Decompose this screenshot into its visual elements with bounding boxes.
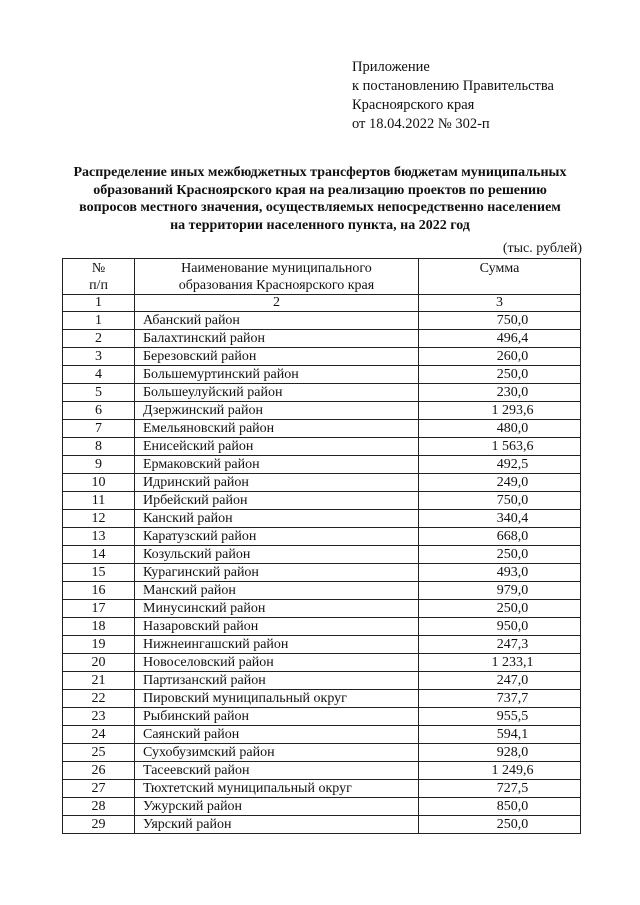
- table-row: [63, 780, 581, 798]
- table-row: [63, 438, 581, 456]
- table-row: [63, 456, 581, 474]
- municipality-name: Енисейский район: [135, 438, 419, 456]
- row-number: 27: [63, 780, 135, 798]
- municipality-name: Балахтинский район: [135, 330, 419, 348]
- row-number: 14: [63, 546, 135, 564]
- table-row: [63, 654, 581, 672]
- municipality-name: Каратузский район: [135, 528, 419, 546]
- row-number: 22: [63, 690, 135, 708]
- row-number: 15: [63, 564, 135, 582]
- amount: 750,0: [419, 312, 581, 330]
- municipality-name: Большеулуйский район: [135, 384, 419, 402]
- row-number: 23: [63, 708, 135, 726]
- table-row: [63, 330, 581, 348]
- table-row: [63, 384, 581, 402]
- amount: 850,0: [419, 798, 581, 816]
- row-number: 18: [63, 618, 135, 636]
- units-label: (тыс. рублей): [502, 241, 582, 256]
- appendix-line: от 18.04.2022 № 302-п: [352, 116, 490, 132]
- amount: 230,0: [419, 384, 581, 402]
- column-index: 1: [63, 295, 135, 312]
- row-number: 26: [63, 762, 135, 780]
- amount: 249,0: [419, 474, 581, 492]
- row-number: 13: [63, 528, 135, 546]
- municipality-name: Назаровский район: [135, 618, 419, 636]
- document-title: [40, 164, 600, 234]
- table-row: [63, 510, 581, 528]
- row-number: 25: [63, 744, 135, 762]
- row-number: 5: [63, 384, 135, 402]
- row-number: 3: [63, 348, 135, 366]
- municipality-name: Саянский район: [135, 726, 419, 744]
- amount: 250,0: [419, 600, 581, 618]
- amount: 727,5: [419, 780, 581, 798]
- municipality-name: Рыбинский район: [135, 708, 419, 726]
- row-number: 24: [63, 726, 135, 744]
- amount: 928,0: [419, 744, 581, 762]
- municipality-name: Абанский район: [135, 312, 419, 330]
- table-header-row: [63, 259, 581, 295]
- table-row: [63, 348, 581, 366]
- amount: 480,0: [419, 420, 581, 438]
- row-number: 4: [63, 366, 135, 384]
- row-number: 20: [63, 654, 135, 672]
- column-index: 2: [135, 295, 419, 312]
- amount: 955,5: [419, 708, 581, 726]
- amount: 492,5: [419, 456, 581, 474]
- municipality-name: Тасеевский район: [135, 762, 419, 780]
- table-row: [63, 816, 581, 834]
- municipality-name: Ужурский район: [135, 798, 419, 816]
- table-row: [63, 492, 581, 510]
- amount: 250,0: [419, 816, 581, 834]
- amount: 737,7: [419, 690, 581, 708]
- row-number: 8: [63, 438, 135, 456]
- row-number: 12: [63, 510, 135, 528]
- table-row: [63, 312, 581, 330]
- header-sum: Сумма: [419, 259, 581, 295]
- amount: 340,4: [419, 510, 581, 528]
- amount: 247,0: [419, 672, 581, 690]
- title-line: Распределение иных межбюджетных трансфертов бюджетам муниципальных: [73, 165, 567, 180]
- table-row: [63, 546, 581, 564]
- municipality-name: Канский район: [135, 510, 419, 528]
- municipality-name: Большемуртинский район: [135, 366, 419, 384]
- row-number: 28: [63, 798, 135, 816]
- row-number: 7: [63, 420, 135, 438]
- title-line: на территории населенного пункта, на 2022 год: [170, 217, 470, 233]
- municipality-name: Минусинский район: [135, 600, 419, 618]
- column-index: 3: [419, 295, 581, 312]
- row-number: 16: [63, 582, 135, 600]
- amount: 1 233,1: [419, 654, 581, 672]
- table-row: [63, 564, 581, 582]
- amount: 668,0: [419, 528, 581, 546]
- header-name-line2: образования Красноярского края: [178, 278, 375, 293]
- table-row: [63, 726, 581, 744]
- amount: 1 293,6: [419, 402, 581, 420]
- amount: 247,3: [419, 636, 581, 654]
- header-number-line2: п/п: [89, 278, 108, 293]
- header-number: [63, 259, 135, 295]
- municipality-name: Новоселовский район: [135, 654, 419, 672]
- municipality-name: Уярский район: [135, 816, 419, 834]
- amount: 594,1: [419, 726, 581, 744]
- row-number: 6: [63, 402, 135, 420]
- table-row: [63, 600, 581, 618]
- row-number: 9: [63, 456, 135, 474]
- row-number: 19: [63, 636, 135, 654]
- row-number: 2: [63, 330, 135, 348]
- municipality-name: Партизанский район: [135, 672, 419, 690]
- municipality-name: Березовский район: [135, 348, 419, 366]
- table-row: [63, 690, 581, 708]
- amount: 250,0: [419, 546, 581, 564]
- appendix-block: [352, 58, 554, 134]
- header-name: [135, 259, 419, 295]
- amount: 493,0: [419, 564, 581, 582]
- title-line: образований Красноярского края на реализацию проектов по решению: [93, 182, 547, 198]
- municipality-name: Тюхтетский муниципальный округ: [135, 780, 419, 798]
- table-row: [63, 402, 581, 420]
- municipality-name: Емельяновский район: [135, 420, 419, 438]
- table-row: [63, 474, 581, 492]
- table-row: [63, 528, 581, 546]
- municipality-name: Идринский район: [135, 474, 419, 492]
- table-row: [63, 762, 581, 780]
- municipality-name: Ирбейский район: [135, 492, 419, 510]
- row-number: 10: [63, 474, 135, 492]
- appendix-line: Красноярского края: [352, 97, 475, 113]
- municipality-name: Нижнеингашский район: [135, 636, 419, 654]
- table-row: [63, 618, 581, 636]
- amount: 950,0: [419, 618, 581, 636]
- appendix-line: Приложение: [352, 59, 430, 75]
- municipality-name: Дзержинский район: [135, 402, 419, 420]
- amount: 250,0: [419, 366, 581, 384]
- amount: 1 563,6: [419, 438, 581, 456]
- header-number-line1: №: [91, 261, 106, 276]
- amount: 750,0: [419, 492, 581, 510]
- amount: 496,4: [419, 330, 581, 348]
- amount: 1 249,6: [419, 762, 581, 780]
- table-row: [63, 798, 581, 816]
- table-row: [63, 582, 581, 600]
- column-index-row: [63, 295, 581, 312]
- row-number: 21: [63, 672, 135, 690]
- appendix-line: к постановлению Правительства: [352, 78, 554, 94]
- table-row: [63, 708, 581, 726]
- table-row: [63, 636, 581, 654]
- amount: 979,0: [419, 582, 581, 600]
- municipality-name: Сухобузимский район: [135, 744, 419, 762]
- municipality-name: Курагинский район: [135, 564, 419, 582]
- municipality-name: Манский район: [135, 582, 419, 600]
- table-row: [63, 672, 581, 690]
- row-number: 17: [63, 600, 135, 618]
- amount: 260,0: [419, 348, 581, 366]
- table-row: [63, 366, 581, 384]
- row-number: 1: [63, 312, 135, 330]
- row-number: 29: [63, 816, 135, 834]
- row-number: 11: [63, 492, 135, 510]
- header-name-line1: Наименование муниципального: [181, 261, 372, 276]
- table-row: [63, 420, 581, 438]
- municipality-name: Пировский муниципальный округ: [135, 690, 419, 708]
- table-row: [63, 744, 581, 762]
- title-line: вопросов местного значения, осуществляемых непосредственно населением: [79, 200, 561, 215]
- transfers-table: [62, 258, 581, 834]
- municipality-name: Ермаковский район: [135, 456, 419, 474]
- municipality-name: Козульский район: [135, 546, 419, 564]
